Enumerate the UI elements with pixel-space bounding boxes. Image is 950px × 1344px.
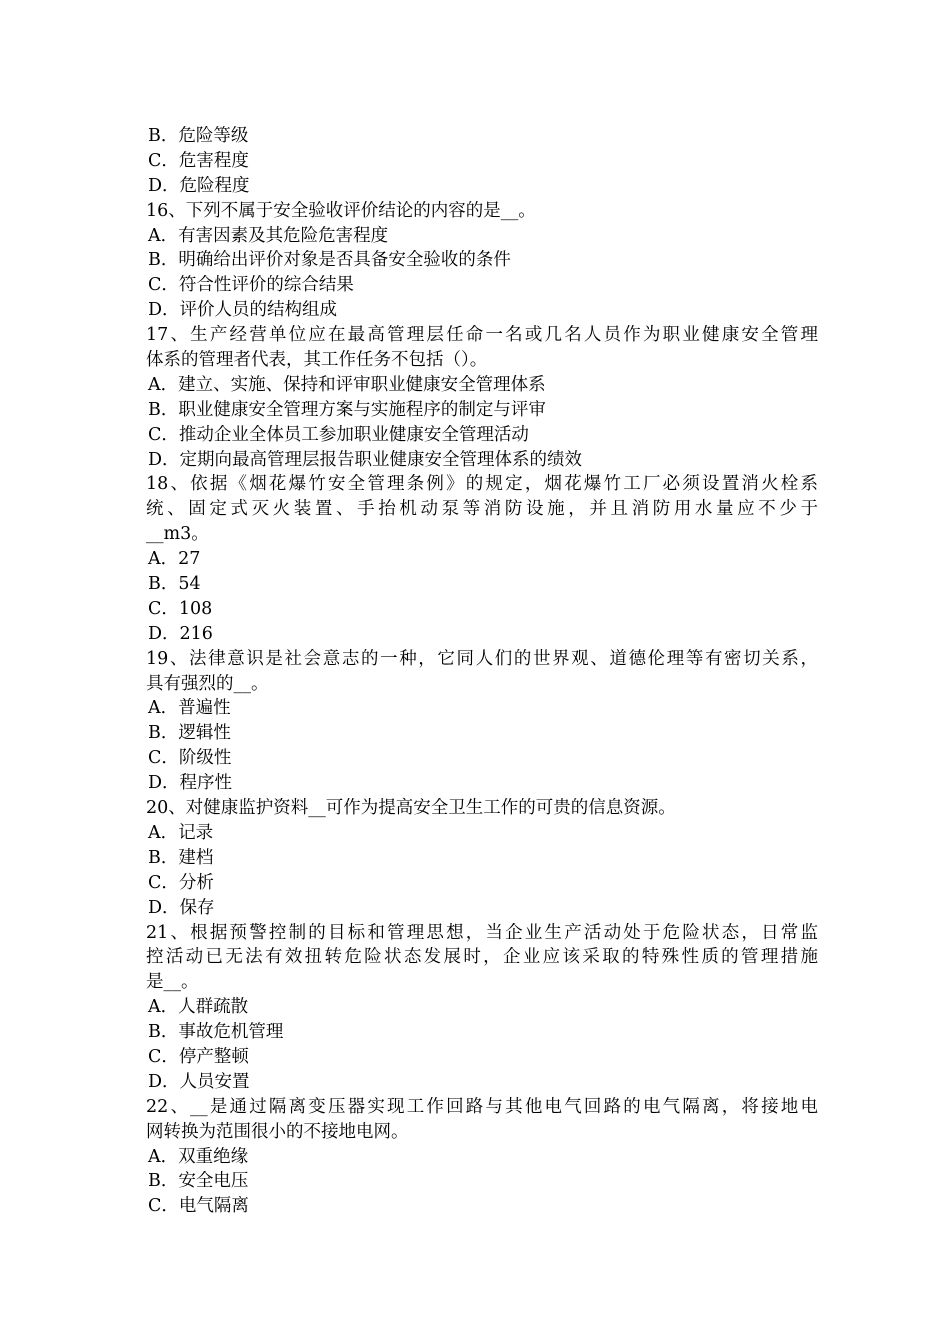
- document-page: [146, 124, 818, 1219]
- answer-option-line: D．216: [148, 623, 213, 644]
- question-text-line: 17、生产经营单位应在最高管理层任命一名或几名人员作为职业健康安全管理: [146, 325, 818, 346]
- answer-option-line: B．54: [148, 574, 201, 595]
- answer-option-line: C．停产整顿: [148, 1046, 249, 1067]
- question-text-line: 统、固定式灭火装置、手抬机动泵等消防设施，并且消防用水量应不少于: [146, 499, 818, 520]
- question-text-line: 18、依据《烟花爆竹安全管理条例》的规定，烟花爆竹工厂必须设置消火栓系: [146, 474, 818, 495]
- answer-option-line: D．人员安置: [148, 1071, 250, 1092]
- answer-option-line: B．建档: [148, 847, 214, 868]
- answer-option-line: C．分析: [148, 872, 214, 893]
- question-text-line: 具有强烈的__。: [146, 673, 269, 694]
- question-text-line: 是__。: [146, 972, 199, 993]
- answer-option-line: C．符合性评价的综合结果: [148, 275, 354, 296]
- answer-option-line: C．阶级性: [148, 748, 232, 769]
- answer-option-line: C．电气隔离: [148, 1196, 249, 1217]
- question-text-line: 19、法律意识是社会意志的一种，它同人们的世界观、道德伦理等有密切关系，: [146, 648, 818, 669]
- answer-option-line: A．有害因素及其危险危害程度: [148, 225, 389, 246]
- answer-option-line: A．记录: [148, 822, 214, 843]
- question-text-line: 22、__是通过隔离变压器实现工作回路与其他电气回路的电气隔离，将接地电: [146, 1096, 818, 1117]
- question-text-line: __m3。: [146, 524, 209, 545]
- answer-option-line: A．人群疏散: [148, 997, 249, 1018]
- answer-option-line: D．保存: [148, 897, 215, 918]
- question-text-line: 控活动已无法有效扭转危险状态发展时，企业应该采取的特殊性质的管理措施: [146, 947, 818, 968]
- answer-option-line: D．危险程度: [148, 175, 250, 196]
- answer-option-line: C．推动企业全体员工参加职业健康安全管理活动: [148, 424, 529, 445]
- answer-option-line: B．逻辑性: [148, 723, 231, 744]
- answer-option-line: A．双重绝缘: [148, 1146, 249, 1167]
- answer-option-line: D．程序性: [148, 773, 233, 794]
- answer-option-line: B．事故危机管理: [148, 1022, 284, 1043]
- question-text-line: 网转换为范围很小的不接地电网。: [146, 1121, 409, 1142]
- answer-option-line: A．普遍性: [148, 698, 231, 719]
- answer-option-line: B．明确给出评价对象是否具备安全验收的条件: [148, 250, 511, 271]
- answer-option-line: D．评价人员的结构组成: [148, 300, 338, 321]
- answer-option-line: C．危害程度: [148, 150, 249, 171]
- answer-option-line: D．定期向最高管理层报告职业健康安全管理体系的绩效: [148, 449, 583, 470]
- answer-option-line: B．安全电压: [148, 1171, 249, 1192]
- question-text-line: 21、根据预警控制的目标和管理思想，当企业生产活动处于危险状态，日常监: [146, 922, 818, 943]
- answer-option-line: B．危险等级: [148, 126, 249, 146]
- answer-option-line: A．27: [148, 549, 201, 570]
- answer-option-line: A．建立、实施、保持和评审职业健康安全管理体系: [148, 374, 546, 395]
- answer-option-line: C．108: [148, 598, 213, 619]
- question-text-line: 体系的管理者代表，其工作任务不包括（）。: [146, 350, 488, 371]
- question-text-line: 16、下列不属于安全验收评价结论的内容的是__。: [146, 200, 536, 221]
- answer-option-line: B．职业健康安全管理方案与实施程序的制定与评审: [148, 399, 546, 420]
- question-text-line: 20、对健康监护资料__可作为提高安全卫生工作的可贵的信息资源。: [146, 798, 676, 819]
